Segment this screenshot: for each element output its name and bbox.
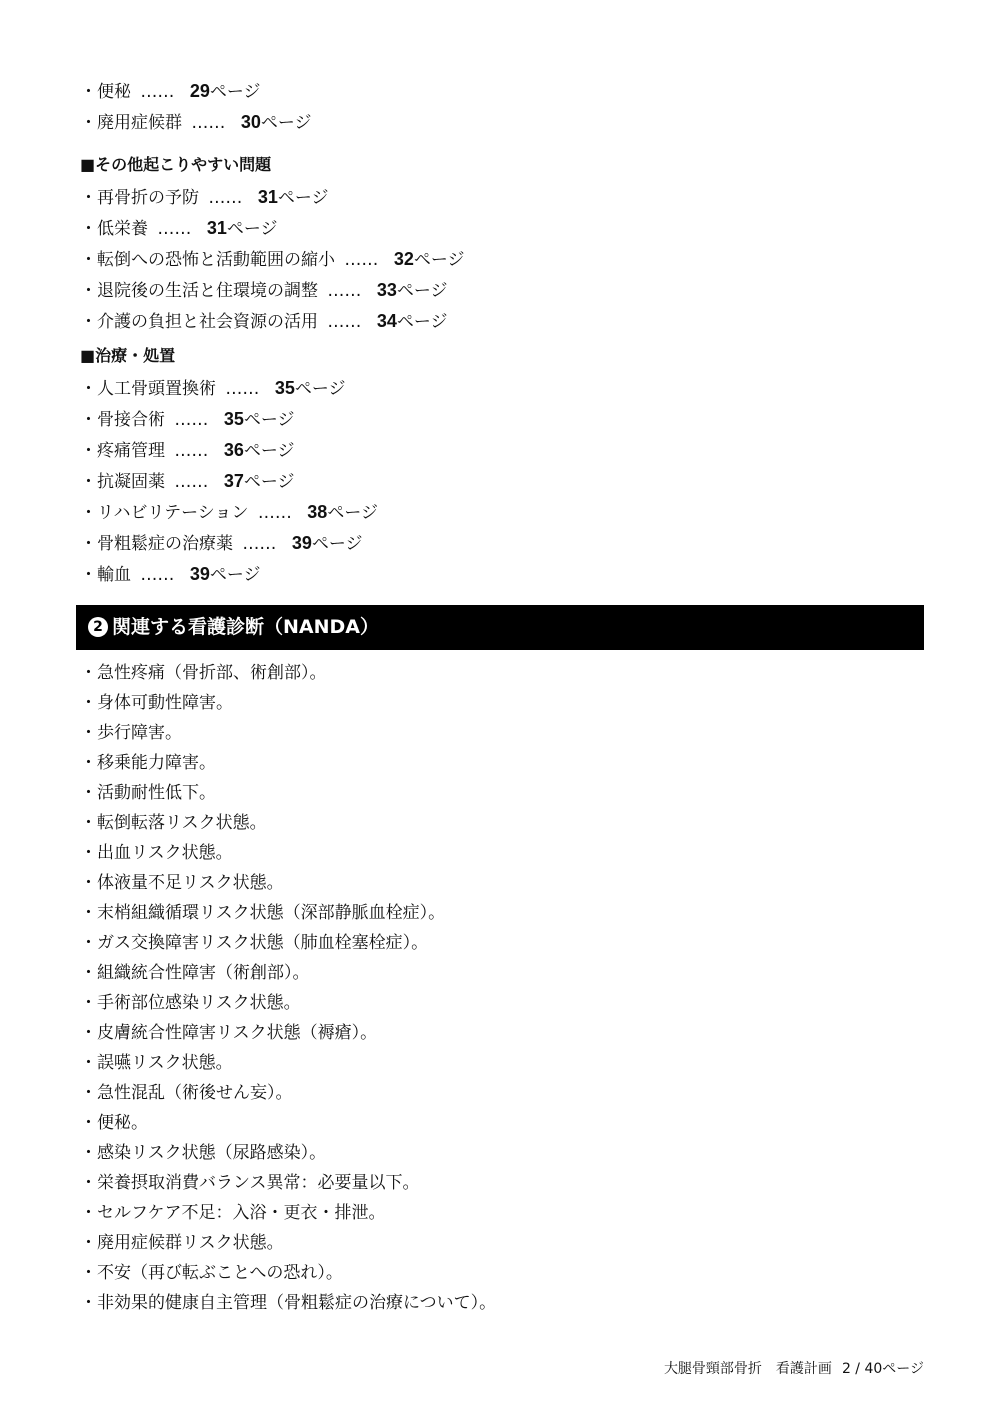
toc-dots: …… bbox=[140, 565, 175, 585]
list-item: ・栄養摂取消費バランス異常：必要量以下。 bbox=[80, 1173, 420, 1193]
toc-top bbox=[80, 76, 312, 138]
toc-dots: …… bbox=[242, 534, 277, 554]
toc-page-suffix: ページ bbox=[243, 410, 295, 430]
toc-label: ・抗凝固薬 bbox=[80, 472, 165, 492]
toc-item[interactable] bbox=[80, 244, 465, 275]
toc-page-number: 33 bbox=[376, 280, 397, 300]
toc-dots: …… bbox=[257, 503, 292, 523]
toc-item[interactable] bbox=[80, 182, 465, 213]
toc-item[interactable] bbox=[80, 213, 465, 244]
section-heading: ■その他起こりやすい問題 bbox=[80, 155, 272, 174]
toc-dots: …… bbox=[208, 188, 243, 208]
banner-title: 関連する看護診断（NANDA） bbox=[112, 616, 379, 638]
toc-item[interactable] bbox=[80, 76, 312, 107]
toc-page-suffix: ページ bbox=[226, 219, 278, 239]
toc-page-suffix: ページ bbox=[277, 188, 329, 208]
list-item: ・セルフケア不足：入浴・更衣・排泄。 bbox=[80, 1203, 386, 1223]
list-item: ・誤嚥リスク状態。 bbox=[80, 1053, 233, 1073]
list-item: ・不安（再び転ぶことへの恐れ）。 bbox=[80, 1263, 343, 1283]
toc-page-suffix: ページ bbox=[396, 281, 448, 301]
toc-dots: …… bbox=[191, 113, 226, 133]
list-item: ・便秘。 bbox=[80, 1113, 148, 1133]
toc-page-number: 36 bbox=[223, 440, 244, 460]
list-item: ・組織統合性障害（術創部）。 bbox=[80, 963, 310, 983]
list-item: ・急性疼痛（骨折部、術創部）。 bbox=[80, 663, 327, 683]
toc-page-suffix: ページ bbox=[209, 82, 261, 102]
toc-dots: …… bbox=[327, 281, 362, 301]
list-item: ・感染リスク状態（尿路感染）。 bbox=[80, 1143, 327, 1163]
toc-dots: …… bbox=[140, 82, 175, 102]
toc-dots: …… bbox=[327, 312, 362, 332]
toc-item[interactable] bbox=[80, 404, 378, 435]
toc-page-number: 30 bbox=[240, 112, 261, 132]
toc-page-number: 39 bbox=[189, 564, 210, 584]
list-item: ・歩行障害。 bbox=[80, 723, 182, 743]
list-item: ・廃用症候群リスク状態。 bbox=[80, 1233, 284, 1253]
section-banner-nanda bbox=[76, 605, 924, 650]
toc-page-suffix: ページ bbox=[209, 565, 261, 585]
toc-item[interactable] bbox=[80, 373, 378, 404]
toc-label: ・退院後の生活と住環境の調整 bbox=[80, 281, 318, 301]
list-item: ・移乗能力障害。 bbox=[80, 753, 216, 773]
list-item: ・体液量不足リスク状態。 bbox=[80, 873, 284, 893]
toc-label: ・輸血 bbox=[80, 565, 131, 585]
toc-page-number: 34 bbox=[376, 311, 397, 331]
toc-item[interactable] bbox=[80, 107, 312, 138]
toc-label: ・廃用症候群 bbox=[80, 113, 182, 133]
list-item: ・皮膚統合性障害リスク状態（褥瘡）。 bbox=[80, 1023, 378, 1043]
list-item: ・末梢組織循環リスク状態（深部静脈血栓症）。 bbox=[80, 903, 446, 923]
toc-label: ・人工骨頭置換術 bbox=[80, 379, 216, 399]
toc-page-number: 38 bbox=[307, 502, 328, 522]
list-item: ・非効果的健康自主管理（骨粗鬆症の治療について）。 bbox=[80, 1293, 497, 1313]
toc-page-number: 37 bbox=[223, 471, 244, 491]
list-item: ・転倒転落リスク状態。 bbox=[80, 813, 267, 833]
list-item: ・出血リスク状態。 bbox=[80, 843, 233, 863]
section-other-problems bbox=[80, 146, 465, 337]
page-footer bbox=[654, 1358, 924, 1378]
toc-label: ・再骨折の予防 bbox=[80, 188, 199, 208]
list-item: ・手術部位感染リスク状態。 bbox=[80, 993, 301, 1013]
toc-page-suffix: ページ bbox=[243, 441, 295, 461]
toc-label: ・リハビリテーション bbox=[80, 503, 249, 523]
toc-dots: …… bbox=[174, 441, 209, 461]
toc-label: ・転倒への恐怖と活動範囲の縮小 bbox=[80, 250, 335, 270]
toc-dots: …… bbox=[174, 410, 209, 430]
section-number-badge: 2 bbox=[88, 617, 108, 637]
toc-page-number: 31 bbox=[257, 187, 278, 207]
toc-page-number: 31 bbox=[206, 218, 227, 238]
footer-page-number: 2 / 40ページ bbox=[841, 1361, 924, 1377]
toc-page-number: 35 bbox=[274, 378, 295, 398]
toc-dots: …… bbox=[157, 219, 192, 239]
toc-page-suffix: ページ bbox=[311, 534, 363, 554]
toc-dots: …… bbox=[174, 472, 209, 492]
toc-page-number: 29 bbox=[189, 81, 210, 101]
section-treatment bbox=[80, 337, 378, 590]
toc-label: ・便秘 bbox=[80, 82, 131, 102]
toc-item[interactable] bbox=[80, 306, 465, 337]
toc-page-suffix: ページ bbox=[243, 472, 295, 492]
toc-page-number: 35 bbox=[223, 409, 244, 429]
toc-page-suffix: ページ bbox=[327, 503, 378, 523]
toc-item[interactable] bbox=[80, 275, 465, 306]
toc-page-suffix: ページ bbox=[396, 312, 448, 332]
toc-label: ・疼痛管理 bbox=[80, 441, 165, 461]
list-item: ・活動耐性低下。 bbox=[80, 783, 216, 803]
toc-label: ・骨接合術 bbox=[80, 410, 165, 430]
toc-page-suffix: ページ bbox=[294, 379, 346, 399]
toc-dots: …… bbox=[344, 250, 379, 270]
toc-item[interactable] bbox=[80, 435, 378, 466]
toc-page-number: 32 bbox=[393, 249, 414, 269]
list-item: ・急性混乱（術後せん妄）。 bbox=[80, 1083, 293, 1103]
toc-page-suffix: ページ bbox=[260, 113, 312, 133]
toc-item[interactable] bbox=[80, 528, 378, 559]
toc-label: ・介護の負担と社会資源の活用 bbox=[80, 312, 318, 332]
toc-item[interactable] bbox=[80, 497, 378, 528]
toc-label: ・骨粗鬆症の治療薬 bbox=[80, 534, 233, 554]
toc-item[interactable] bbox=[80, 559, 378, 590]
nanda-list bbox=[80, 658, 496, 1318]
list-item: ・ガス交換障害リスク状態（肺血栓塞栓症）。 bbox=[80, 933, 429, 953]
toc-page-number: 39 bbox=[291, 533, 312, 553]
footer-title: 大腿骨頸部骨折 看護計画 bbox=[663, 1361, 832, 1377]
section-heading: ■治療・処置 bbox=[80, 346, 176, 365]
toc-label: ・低栄養 bbox=[80, 219, 148, 239]
list-item: ・身体可動性障害。 bbox=[80, 693, 233, 713]
toc-page-suffix: ページ bbox=[413, 250, 465, 270]
toc-item[interactable] bbox=[80, 466, 378, 497]
toc-dots: …… bbox=[225, 379, 260, 399]
